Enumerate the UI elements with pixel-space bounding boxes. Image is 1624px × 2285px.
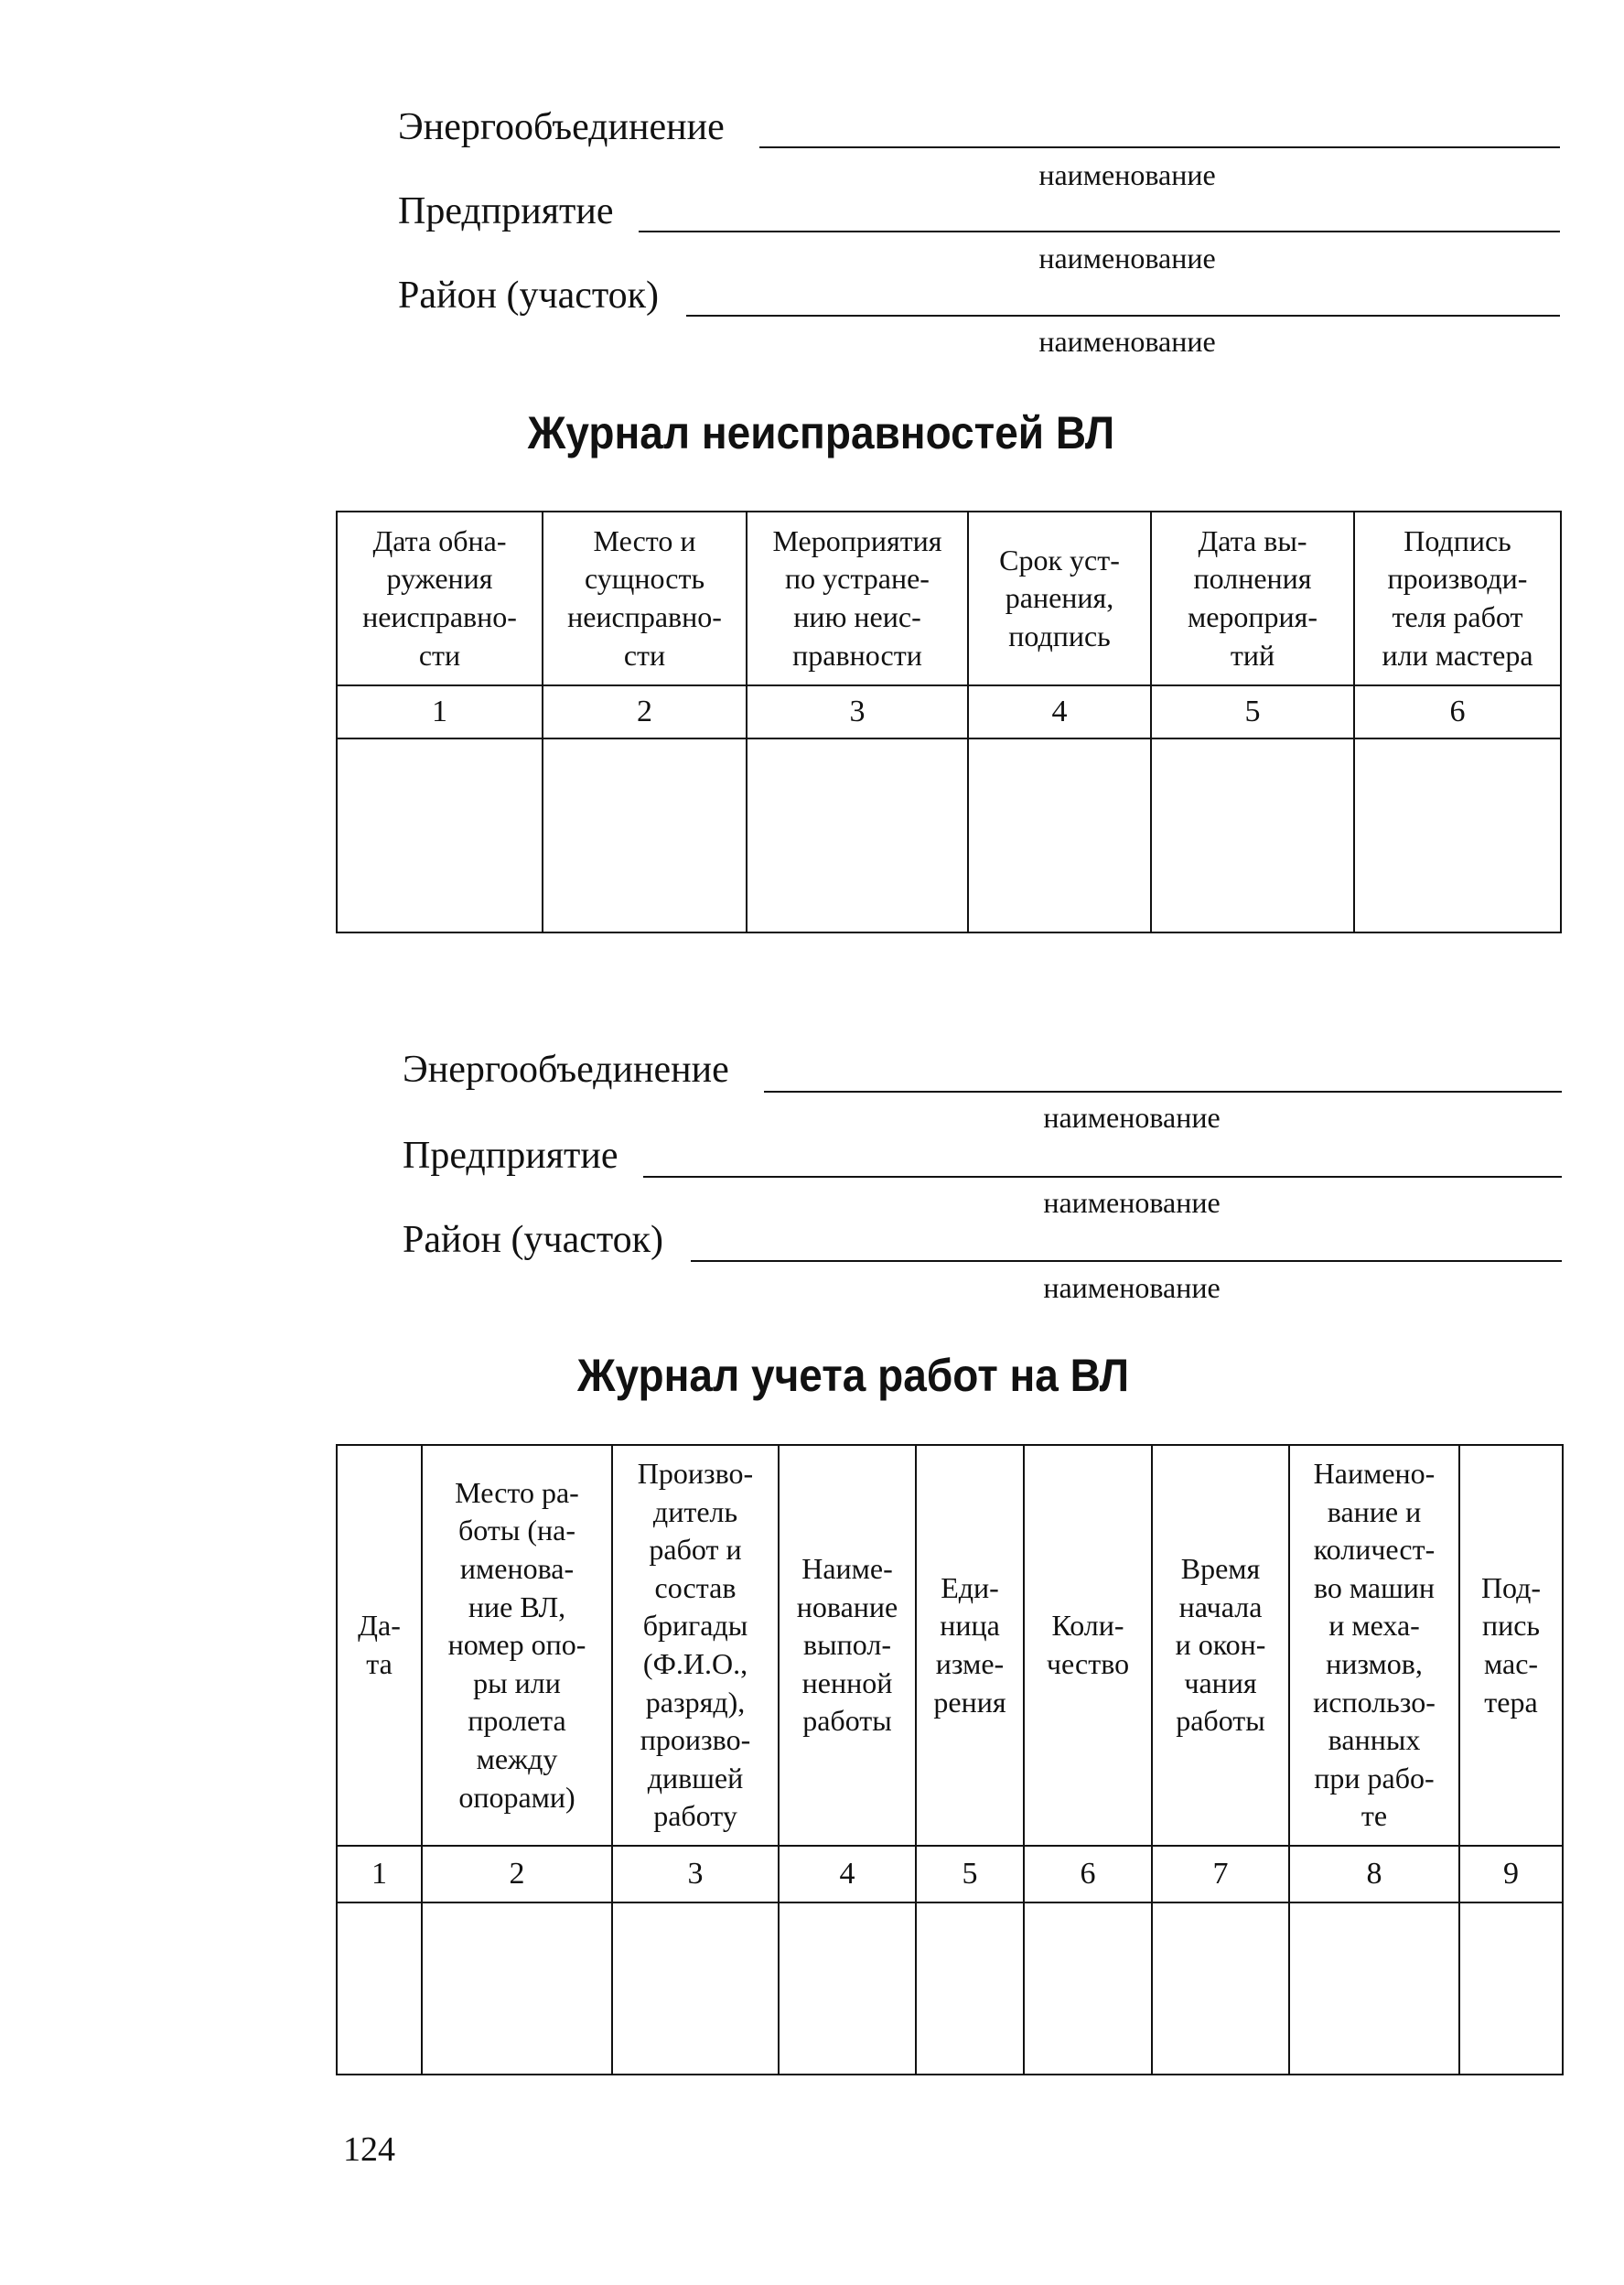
column-number: 4	[779, 1846, 916, 1902]
entry-cell[interactable]	[916, 1902, 1024, 2075]
table-number-row	[337, 685, 1561, 738]
faults-journal-table	[336, 511, 1562, 933]
column-number: 3	[747, 685, 968, 738]
entry-cell[interactable]	[747, 738, 968, 932]
page-number: 124	[343, 2130, 395, 2169]
header-cell-unit: Еди- ница изме- рения	[916, 1445, 1024, 1846]
header-cell-completion-date: Дата вы- полнения мероприя- тий	[1151, 512, 1354, 685]
column-number: 5	[916, 1846, 1024, 1902]
column-number: 9	[1459, 1846, 1563, 1902]
journal-title-faults: Журнал неисправностей ВЛ	[527, 407, 1115, 458]
table-entry-row	[337, 1902, 1563, 2075]
column-number: 2	[543, 685, 747, 738]
column-number: 6	[1354, 685, 1561, 738]
header-cell-work-location: Место ра- боты (на- именова- ние ВЛ, номер опо- ры или пролета между опорами)	[422, 1445, 612, 1846]
entry-cell[interactable]	[1289, 1902, 1459, 2075]
header-cell-date: Да- та	[337, 1445, 422, 1846]
header-cell-machines: Наимено- вание и количест- во машин и меха- низмов, использо- ванных при рабо- те	[1289, 1445, 1459, 1846]
table-header-row	[337, 512, 1561, 685]
field-label-enterprise: Предприятие	[398, 190, 614, 232]
field-line-energy-association[interactable]	[759, 146, 1560, 148]
header-cell-remedial-measures: Мероприятия по устране- нию неис- правности	[747, 512, 968, 685]
field-line-enterprise[interactable]	[639, 231, 1560, 232]
field-line-energy-association[interactable]	[764, 1091, 1562, 1093]
field-caption: наименование	[1043, 1186, 1221, 1219]
column-number: 4	[968, 685, 1151, 738]
column-number: 8	[1289, 1846, 1459, 1902]
table-entry-row	[337, 738, 1561, 932]
header-cell-deadline-signature: Срок уст- ранения, подпись	[968, 512, 1151, 685]
field-label-district: Район (участок)	[398, 275, 660, 317]
field-caption: наименование	[1038, 242, 1216, 275]
journal-title-works: Журнал учета работ на ВЛ	[576, 1350, 1130, 1401]
entry-cell[interactable]	[422, 1902, 612, 2075]
header-cell-quantity: Коли- чество	[1024, 1445, 1152, 1846]
entry-cell[interactable]	[1024, 1902, 1152, 2075]
field-caption: наименование	[1038, 158, 1216, 191]
works-journal-table	[336, 1444, 1564, 2075]
field-caption: наименование	[1043, 1101, 1221, 1134]
entry-cell[interactable]	[1354, 738, 1561, 932]
entry-cell[interactable]	[612, 1902, 779, 2075]
column-number: 1	[337, 685, 543, 738]
column-number: 2	[422, 1846, 612, 1902]
column-number: 5	[1151, 685, 1354, 738]
header-cell-foreman-signature: Под- пись мас- тера	[1459, 1445, 1563, 1846]
header-cell-work-name: Наиме- нование выпол- ненной работы	[779, 1445, 916, 1846]
column-number: 7	[1152, 1846, 1289, 1902]
field-line-district[interactable]	[691, 1260, 1562, 1262]
table-number-row	[337, 1846, 1563, 1902]
header-cell-time: Время начала и окон- чания работы	[1152, 1445, 1289, 1846]
field-caption: наименование	[1038, 325, 1216, 358]
entry-cell[interactable]	[1459, 1902, 1563, 2075]
header-cell-crew: Произво- дитель работ и состав бригады (Ф.И.О., разряд), произво- дившей работу	[612, 1445, 779, 1846]
table-header-row	[337, 1445, 1563, 1846]
field-caption: наименование	[1043, 1271, 1221, 1304]
entry-cell[interactable]	[543, 738, 747, 932]
header-cell-fault-location: Место и сущность неисправно- сти	[543, 512, 747, 685]
field-label-district: Район (участок)	[403, 1219, 664, 1261]
field-label-enterprise: Предприятие	[403, 1135, 618, 1177]
field-label-energy-association: Энергообъединение	[403, 1049, 729, 1091]
entry-cell[interactable]	[1151, 738, 1354, 932]
entry-cell[interactable]	[337, 1902, 422, 2075]
entry-cell[interactable]	[779, 1902, 916, 2075]
column-number: 1	[337, 1846, 422, 1902]
entry-cell[interactable]	[337, 738, 543, 932]
column-number: 3	[612, 1846, 779, 1902]
header-cell-foreman-signature: Подпись производи- теля работ или мастера	[1354, 512, 1561, 685]
column-number: 6	[1024, 1846, 1152, 1902]
field-label-energy-association: Энергообъединение	[398, 106, 725, 148]
field-line-enterprise[interactable]	[643, 1176, 1562, 1178]
entry-cell[interactable]	[968, 738, 1151, 932]
header-cell-detection-date: Дата обна- ружения неисправно- сти	[337, 512, 543, 685]
field-line-district[interactable]	[686, 315, 1560, 317]
entry-cell[interactable]	[1152, 1902, 1289, 2075]
